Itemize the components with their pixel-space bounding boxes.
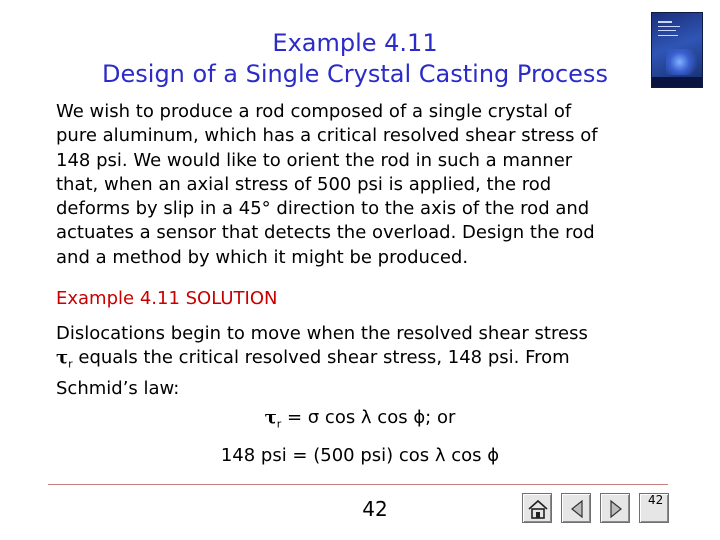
tau-subscript: r — [276, 417, 282, 431]
slide-number: 42 — [648, 493, 664, 507]
problem-line: deforms by slip in a 45° direction to the axis of the rod and — [56, 198, 590, 220]
solution-line-1: Dislocations begin to move when the resolved shear stress — [56, 323, 588, 344]
back-icon — [562, 494, 592, 524]
problem-line: 148 psi. We would like to orient the rod in such a manner — [56, 149, 573, 171]
forward-icon — [601, 494, 631, 524]
back-button[interactable] — [561, 493, 591, 523]
problem-line: and a method by which it might be produced. — [56, 246, 469, 268]
book-cover-image — [651, 12, 703, 88]
footer-rule — [48, 484, 668, 485]
forward-button[interactable] — [600, 493, 630, 523]
home-icon — [523, 494, 553, 524]
page-number: 42 — [362, 497, 388, 521]
tau-symbol: τ — [56, 347, 69, 369]
problem-line: We wish to produce a rod composed of a single crystal of — [56, 101, 572, 122]
problem-line: that, when an axial stress of 500 psi is applied, the rod — [56, 173, 552, 195]
solution-line-2-text: equals the critical resolved shear stress, 148 psi. From — [72, 347, 570, 369]
solution-line-2 — [56, 346, 696, 377]
solution-line-3: Schmid’s law: — [56, 378, 180, 400]
equation-1-rhs: = σ cos λ cos ϕ; or — [281, 407, 456, 428]
home-button[interactable] — [522, 493, 552, 523]
solution-text — [56, 322, 696, 401]
schmid-law-equation — [40, 407, 680, 431]
solution-heading: Example 4.11 SOLUTION — [56, 288, 278, 309]
numeric-equation: 148 psi = (500 psi) cos λ cos ϕ — [220, 445, 500, 466]
title-line-2: Design of a Single Crystal Casting Process — [102, 60, 608, 88]
problem-line: actuates a sensor that detects the overload. Design the rod — [56, 222, 595, 244]
tau-subscript: r — [68, 357, 73, 371]
title-line-1: Example 4.11 — [272, 29, 438, 57]
problem-statement — [56, 100, 696, 270]
slide-title — [40, 28, 670, 90]
problem-line: pure aluminum, which has a critical resolved shear stress of — [56, 125, 598, 147]
tau-symbol: τ — [264, 407, 277, 428]
